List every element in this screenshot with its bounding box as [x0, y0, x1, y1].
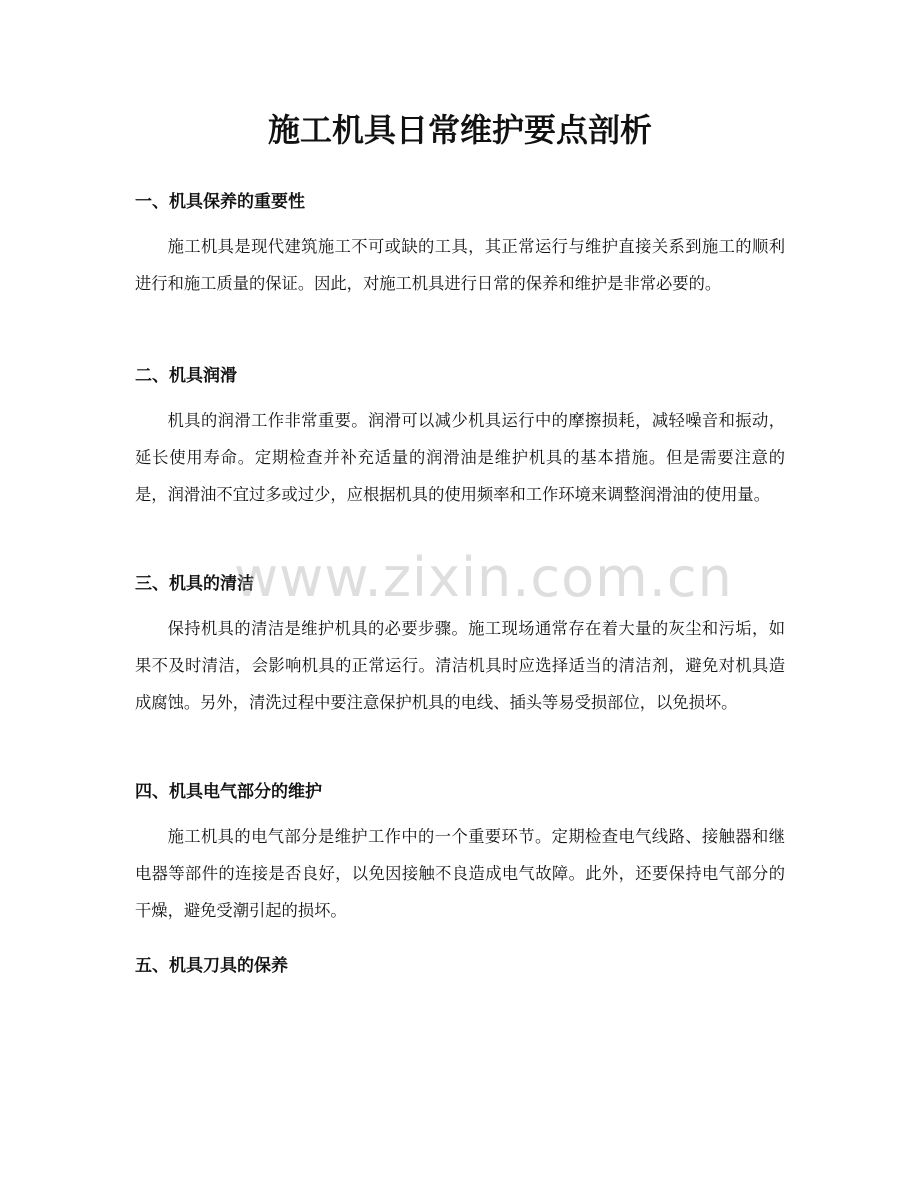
section-heading-4: 四、机具电气部分的维护 — [135, 782, 322, 802]
document-title: 施工机具日常维护要点剖析 — [267, 111, 652, 149]
section-heading-3: 三、机具的清洁 — [135, 574, 254, 594]
section-heading-1: 一、机具保养的重要性 — [135, 192, 305, 212]
section-paragraph-1: 施工机具是现代建筑施工不可或缺的工具，其正常运行与维护直接关系到施工的顺利进行和施工质量的保证。因此，对施工机具进行日常的保养和维护是非常必要的。 — [135, 237, 785, 293]
section-paragraph-4: 施工机具的电气部分是维护工作中的一个重要环节。定期检查电气线路、接触器和继电器等部件的连接是否良好，以免因接触不良造成电气故障。此外，还要保持电气部分的干燥，避免受潮引起的损坏。 — [135, 827, 785, 920]
section-heading-5: 五、机具刀具的保养 — [135, 956, 288, 976]
section-paragraph-3: 保持机具的清洁是维护机具的必要步骤。施工现场通常存在着大量的灰尘和污垢，如果不及时清洁，会影响机具的正常运行。清洁机具时应选择适当的清洁剂，避免对机具造成腐蚀。另外，清洗过程中要注意保护机具的电线、插头等易受损部位，以免损坏。 — [135, 619, 785, 712]
section-heading-2: 二、机具润滑 — [135, 366, 237, 386]
watermark: www.zixin.com.cn — [234, 546, 733, 609]
section-paragraph-2: 机具的润滑工作非常重要。润滑可以减少机具运行中的摩擦损耗，减轻噪音和振动，延长使用寿命。定期检查并补充适量的润滑油是维护机具的基本措施。但是需要注意的是，润滑油不宜过多或过少，应根据机具的使用频率和工作环境来调整润滑油的使用量。 — [135, 411, 785, 504]
